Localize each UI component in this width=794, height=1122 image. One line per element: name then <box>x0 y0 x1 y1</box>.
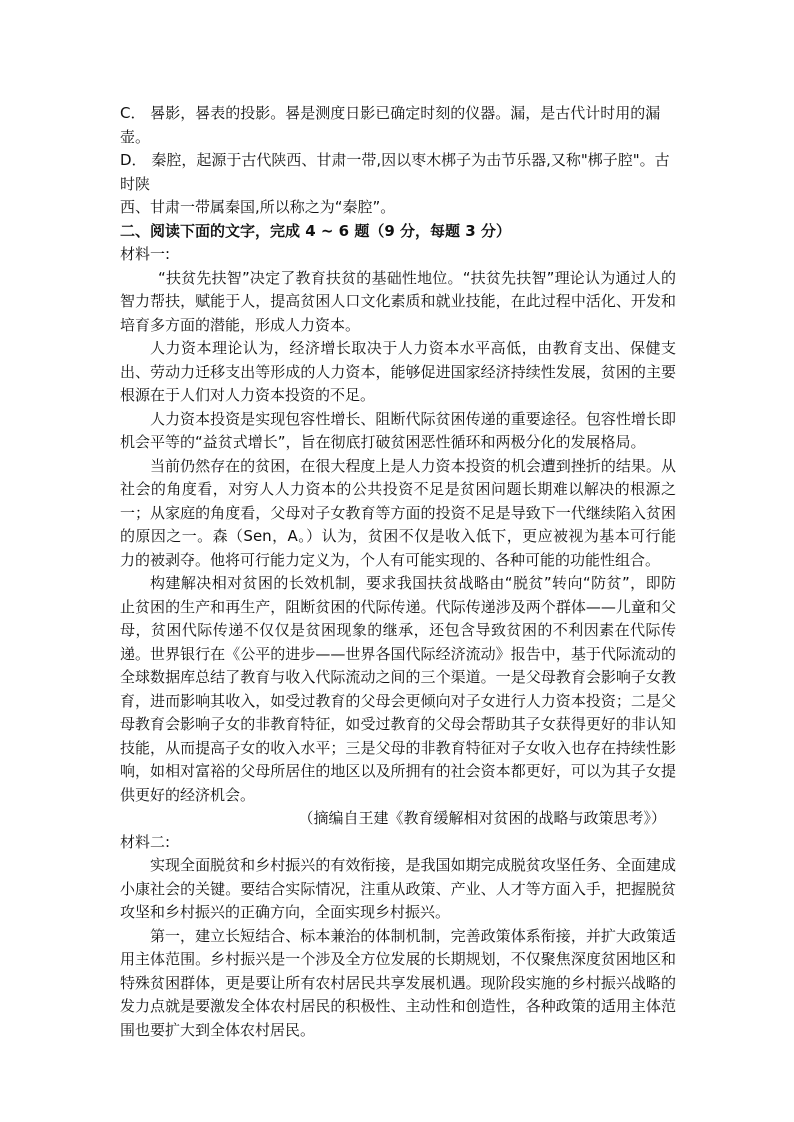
material1-paragraph: 人力资本投资是实现包容性增长、阻断代际贫困传递的重要途径。包容性增长即机会平等的“益贫式增长”，旨在彻底打破贫困恶性循环和两极分化的发展格局。 <box>120 409 676 451</box>
material1-paragraph: 当前仍然存在的贫困，在很大程度上是人力资本投资的机会遭到挫折的结果。从社会的角度看，对穷人人力资本的公共投资不足是贫困问题长期难以解决的根源之一；从家庭的角度看，父母对子女教育等方面的投资不足是导致下一代继续陷入贫困的原因之一。森（Sen，A。）认为，贫困不仅是收入低下，更应被视为基本可行能力的被剥夺。他将可行能力定义为，个人有可能实现的、各种可能的功能性组合。 <box>120 456 676 569</box>
option-d-line2: 西、甘肃一带属秦国,所以称之为“秦腔”。 <box>120 198 396 216</box>
material1-paragraph: 人力资本理论认为，经济增长取决于人力资本水平高低，由教育支出、保健支出、劳动力迁移支出等形成的人力资本，能够促进国家经济持续性发展，贫困的主要根源在于人们对人力资本投资的不足。 <box>120 339 676 404</box>
material1-paragraph: 构建解决相对贫困的长效机制，要求我国扶贫战略由“脱贫”转向“防贫”，即防止贫困的生产和再生产，阻断贫困的代际传递。代际传递涉及两个群体——儿童和父母，贫困代际传递不仅仅是贫困现象的继承，还包含导致贫困的不利因素在代际传递。世界银行在《公平的进步——世界各国代际经济流动》报告中，基于代际流动的全球数据库总结了教育与收入代际流动之间的三个渠道。一是父母教育会影响子女教育，进而影响其收入，如受过教育的父母会更倾向对子女进行人力资本投资；二是父母教育会影响子女的非教育特征，如受过教育的父母会帮助其子女获得更好的非认知技能，从而提高子女的收入水平；三是父母的非教育特征对子女收入也存在持续性影响，如相对富裕的父母所居住的地区以及所拥有的社会资本都更好，可以为其子女提供更好的经济机会。 <box>120 574 676 804</box>
option-d-line1: D． 秦腔，起源于古代陕西、甘肃一带,因以枣木梆子为击节乐器,又称"梆子腔"。古时陕 <box>120 151 670 193</box>
material1-label: 材料一: <box>120 245 171 263</box>
section-heading: 二、阅读下面的文字，完成 4 ~ 6 题（9 分，每题 3 分） <box>120 221 511 240</box>
material1-source: （摘编自王建《教育缓解相对贫困的战略与政策思考》） <box>298 809 666 827</box>
document-body <box>120 102 676 1042</box>
material2-label: 材料二: <box>120 832 171 851</box>
material2-paragraph: 第一，建立长短结合、标本兼治的体制机制，完善政策体系衔接，并扩大政策适用主体范围。乡村振兴是一个涉及全方位发展的长期规划，不仅聚焦深度贫困地区和特殊贫困群体，更是要让所有农村居民共享发展机遇。现阶段实施的乡村振兴战略的发力点就是要激发全体农村居民的积极性、主动性和创造性，各种政策的适用主体范围也要扩大到全体农村居民。 <box>120 926 676 1039</box>
option-c: C． 晷影，晷表的投影。晷是测度日影已确定时刻的仪器。漏，是古代计时用的漏壶。 <box>120 104 661 146</box>
material1-paragraph: “扶贫先扶智”决定了教育扶贫的基础性地位。“扶贫先扶智”理论认为通过人的智力帮扶，赋能于人，提高贫困人口文化素质和就业技能，在此过程中活化、开发和培育多方面的潜能，形成人力资本。 <box>120 268 676 334</box>
material2-paragraph: 实现全面脱贫和乡村振兴的有效衔接，是我国如期完成脱贫攻坚任务、全面建成小康社会的关键。要结合实际情况，注重从政策、产业、人才等方面入手，把握脱贫攻坚和乡村振兴的正确方向，全面实现乡村振兴。 <box>120 856 676 921</box>
